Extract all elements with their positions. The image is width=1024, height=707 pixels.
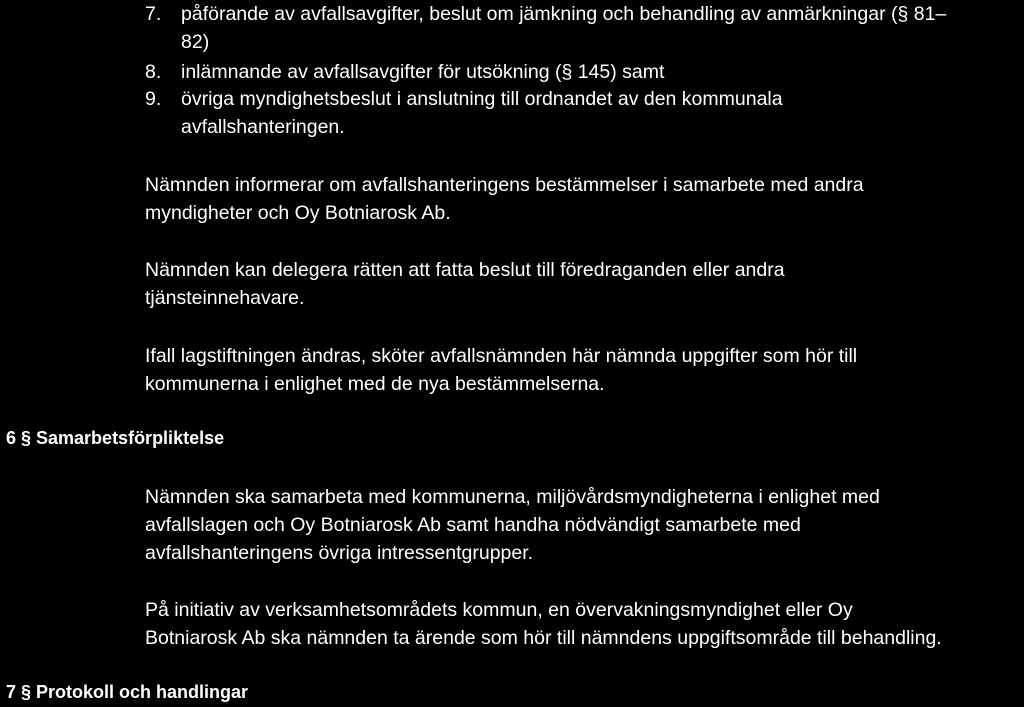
list-text	[181, 0, 1011, 56]
text-line: avfallshanteringen.	[181, 116, 345, 138]
paragraph	[145, 342, 1020, 398]
text-line: myndigheter och Oy Botniarosk Ab.	[145, 202, 451, 224]
section-heading-6: 6 § Samarbetsförpliktelse	[6, 428, 225, 448]
text-line: Nämnden informerar om avfallshanteringens bestämmelser i samarbete med andra	[145, 174, 864, 196]
list-number: 8.	[145, 61, 162, 83]
text-line: Botniarosk Ab ska nämnden ta ärende som hör till nämndens uppgiftsområde till behandling.	[145, 627, 942, 649]
text-line: tjänsteinnehavare.	[145, 287, 305, 309]
text-line: Nämnden ska samarbeta med kommunerna, miljövårdsmyndigheterna i enlighet med	[145, 486, 880, 508]
paragraph	[145, 596, 1020, 652]
paragraph	[145, 171, 1020, 227]
list-text	[181, 58, 1011, 86]
text-line: avfallshanteringens övriga intressentgrupper.	[145, 542, 534, 564]
list-number: 9.	[145, 88, 162, 110]
text-line: På initiativ av verksamhetsområdets kommun, en övervakningsmyndighet eller Oy	[145, 599, 853, 621]
list-number: 7.	[145, 3, 162, 25]
text-line: Nämnden kan delegera rätten att fatta beslut till föredraganden eller andra	[145, 259, 785, 281]
text-line: inlämnande av avfallsavgifter för utsökning (§ 145) samt	[181, 61, 665, 83]
text-line: Ifall lagstiftningen ändras, sköter avfallsnämnden här nämnda uppgifter som hör till	[145, 345, 858, 367]
text-line: påförande av avfallsavgifter, beslut om jämkning och behandling av anmärkningar (§ 81–	[181, 3, 947, 25]
text-line: avfallslagen och Oy Botniarosk Ab samt handha nödvändigt samarbete med	[145, 514, 801, 536]
text-line: kommunerna i enlighet med de nya bestämmelserna.	[145, 373, 605, 395]
paragraph	[145, 483, 1020, 567]
paragraph	[145, 256, 1020, 312]
list-text	[181, 85, 1011, 141]
text-line: 82)	[181, 31, 210, 53]
section-heading-7: 7 § Protokoll och handlingar	[6, 682, 249, 702]
text-line: övriga myndighetsbeslut i anslutning till ordnandet av den kommunala	[181, 88, 783, 110]
